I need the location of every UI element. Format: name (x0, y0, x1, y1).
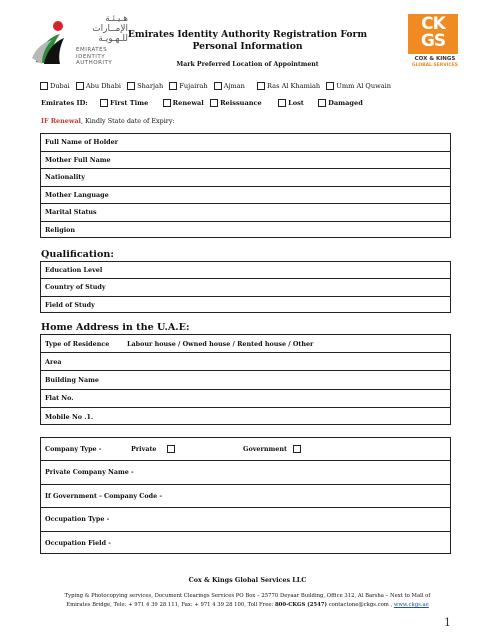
field-occupation-field[interactable] (41, 532, 450, 556)
field-occupation-type[interactable] (41, 508, 450, 532)
ckgs-mark-line: CK (421, 14, 445, 34)
field-label: Education Level (45, 266, 103, 275)
eida-latin-line: IDENTITY (76, 53, 106, 60)
field-label: Field of Study (45, 301, 95, 310)
checkbox[interactable] (326, 82, 334, 90)
field-residence-type[interactable] (41, 335, 450, 353)
footer-tollfree: 800-CKGS (2547) (274, 602, 327, 608)
ckgs-mark (408, 14, 458, 54)
form-title: Emirates Identity Authority Registration Form (127, 29, 368, 40)
field-education-level[interactable] (41, 262, 450, 279)
location-label: Ras Al Khamiah (267, 82, 321, 90)
field-building-name[interactable] (41, 371, 450, 390)
option-label: Renewal (172, 99, 204, 107)
private-label: Private (131, 445, 157, 453)
location-option[interactable] (214, 82, 255, 90)
field-label: Country of Study (45, 283, 106, 292)
option-label: Lost (288, 99, 304, 107)
field-label: Type of Residence (45, 339, 110, 348)
qualification-heading: Qualification: (41, 249, 114, 260)
location-label: Umm Al Quwain (336, 82, 392, 90)
field-label: Flat No. (45, 394, 74, 402)
form-subtitle: Personal Information (192, 41, 303, 52)
field-label: Building Name (45, 375, 99, 384)
checkbox[interactable] (278, 99, 286, 107)
address-heading: Home Address in the U.A.E: (41, 322, 190, 333)
address-table (40, 334, 451, 425)
eida-arabic-line: للـهـويـة (98, 34, 128, 44)
field-full-name[interactable] (41, 134, 450, 152)
field-label: Marital Status (45, 208, 97, 217)
location-row (40, 82, 391, 90)
checkbox[interactable] (257, 82, 265, 90)
checkbox[interactable] (214, 82, 222, 90)
ckgs-mark-line: GS (420, 31, 446, 51)
field-label: Religion (45, 226, 76, 235)
renewal-note (41, 117, 175, 125)
eida-latin-line: AUTHORITY (76, 60, 113, 66)
emirates-id-option[interactable] (318, 99, 363, 107)
footer-line1: Typing & Photocopying services, Document Clearings Services PO Box – 25770 Deyaar Building, Office 312, Al Barsha – Next to Mall of (64, 593, 431, 599)
ckgs-logo (400, 14, 470, 72)
location-option[interactable] (326, 82, 391, 90)
field-label: If Government - Company Code - (45, 491, 163, 500)
field-label: Private Company Name - (45, 468, 134, 477)
emirates-id-label: Emirates ID: (41, 99, 88, 107)
location-instruction: Mark Preferred Location of Appointment (176, 61, 319, 68)
eida-arabic-line: هـيـئـة (105, 14, 128, 24)
checkbox[interactable] (210, 99, 218, 107)
field-label: Mother Language (45, 190, 109, 199)
footer-contact: Emirates Bridge, Tele: + 971 4 39 28 111, Fax: + 971 4 39 28 100, Toll Free: (66, 602, 275, 608)
field-country-of-study[interactable] (41, 279, 450, 296)
field-religion[interactable] (41, 222, 450, 240)
private-checkbox[interactable] (167, 445, 175, 453)
residence-options: Labour house / Owned house / Rented house / Other (127, 339, 314, 348)
checkbox[interactable] (100, 99, 108, 107)
emirates-id-option[interactable] (163, 99, 208, 107)
location-label: Abu Dhabi (85, 82, 122, 90)
location-option[interactable] (127, 82, 167, 90)
location-option[interactable] (76, 82, 125, 90)
field-flat-no[interactable] (41, 390, 450, 408)
location-option[interactable] (40, 82, 74, 90)
government-label: Government (243, 445, 287, 453)
option-label: Damaged (328, 99, 363, 107)
page-number: 1 (444, 616, 451, 629)
checkbox[interactable] (169, 82, 177, 90)
company-table (40, 437, 451, 554)
footer-website-link[interactable]: www.ckgs.ae (393, 602, 429, 608)
emirates-id-row (41, 99, 363, 107)
field-government-company-code[interactable] (41, 485, 450, 509)
field-area[interactable] (41, 353, 450, 371)
checkbox[interactable] (40, 82, 48, 90)
field-label: Company Type - (45, 445, 102, 453)
emirates-id-option[interactable] (278, 99, 316, 107)
field-nationality[interactable] (41, 169, 450, 187)
renewal-highlight: IF Renewal (41, 117, 81, 125)
location-label: Fujairah (179, 82, 208, 90)
renewal-text: , Kindly State date of Expiry: (80, 117, 175, 125)
location-option[interactable] (257, 82, 324, 90)
eida-latin-line: EMIRATES (76, 47, 108, 53)
qualification-table (40, 261, 451, 313)
field-mother-language[interactable] (41, 187, 450, 205)
checkbox[interactable] (318, 99, 326, 107)
field-field-of-study[interactable] (41, 297, 450, 314)
field-label: Mother Full Name (45, 155, 111, 164)
personal-info-table (40, 133, 451, 238)
location-label: Sharjah (137, 82, 164, 90)
eida-arabic-line: الإمــارات (92, 24, 128, 34)
location-option[interactable] (169, 82, 211, 90)
field-mother-name[interactable] (41, 152, 450, 170)
checkbox[interactable] (76, 82, 84, 90)
field-label: Occupation Field - (45, 539, 111, 548)
field-label: Nationality (45, 173, 85, 182)
eida-emblem-icon (30, 18, 72, 66)
field-mobile-no[interactable] (41, 408, 450, 427)
emirates-id-option[interactable] (210, 99, 276, 107)
field-label: Mobile No .1. (45, 412, 94, 421)
ckgs-name: COX & KINGS (414, 56, 456, 62)
field-label: Area (45, 357, 62, 366)
option-label: Reissuance (220, 99, 262, 107)
footer-line2 (0, 601, 495, 610)
field-label: Occupation Type - (45, 515, 110, 524)
ckgs-subtitle: GLOBAL SERVICES (411, 63, 459, 68)
government-checkbox[interactable] (293, 445, 301, 453)
footer-company: Cox & Kings Global Services LLC (188, 576, 307, 584)
emirates-id-option[interactable] (100, 99, 160, 107)
checkbox[interactable] (127, 82, 135, 90)
field-label: Full Name of Holder (45, 138, 119, 147)
eida-latin-name (76, 47, 112, 67)
field-marital-status[interactable] (41, 204, 450, 222)
option-label: First Time (110, 99, 149, 107)
checkbox[interactable] (163, 99, 171, 107)
field-private-company-name[interactable] (41, 461, 450, 485)
footer-email: contactone@ckgs.com , (326, 602, 394, 608)
field-company-type (41, 438, 450, 461)
location-label: Dubai (50, 82, 70, 90)
location-label: Ajman (223, 82, 245, 90)
